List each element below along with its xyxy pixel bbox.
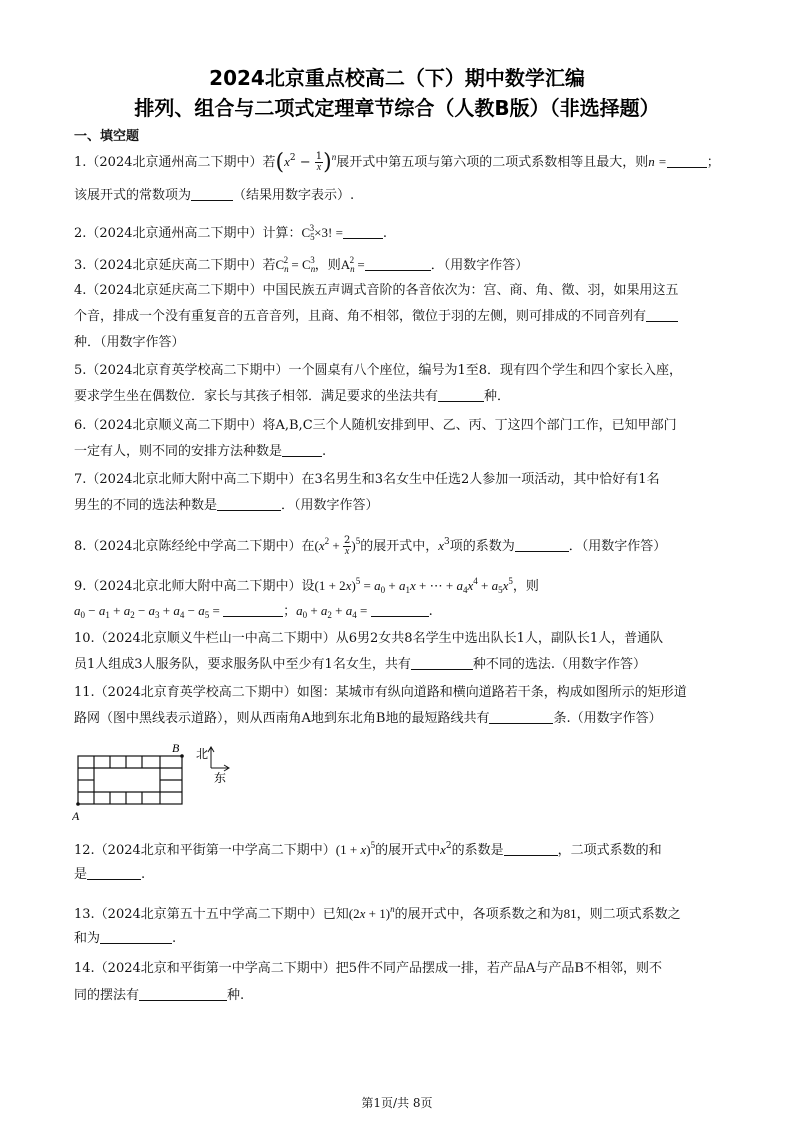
question-3: 3.（2024北京延庆高二下期中）若$C_n^2 = C_n^3$，则$A_n^2$ = ．（用数字作答） [74,255,529,274]
point-b [180,754,184,758]
answer-blank[interactable] [87,867,141,880]
question-6-line1: 6.（2024北京顺义高二下期中）将A,B,C三个人随机安排到甲、乙、丙、丁这四个部门工作，已知甲部门 [74,418,677,433]
question-9-line1: 9.（2024北京北师大附中高二下期中）设$(1 + 2x)^5 = a_0 + a_1x$ + ⋯ + $a_4x^4 + a_5x^5$，则 [74,576,539,595]
question-7-line2: 男生的不同的选法种数是 ．（用数字作答） [74,498,379,513]
question-1-line1: 1.（2024北京通州高二下期中）若($x^2$ − $\frac{1}{x}$ )$^n$展开式中第五项与第六项的二项式系数相等且最大，则n = ； [74,150,720,175]
question-1-line2: 该展开式的常数项为 （结果用数字表示）. [74,188,355,203]
label-a: A [72,809,80,823]
road-grid-diagram [72,740,242,824]
question-5-line1: 5.（2024北京育英学校高二下期中）一个圆桌有八个座位，编号为1至8．现有四个学生和四个家长入座， [74,363,683,378]
question-2: 2.（2024北京通州高二下期中）计算：$C_5^3\times 3$! = . [74,223,388,242]
question-12-line1: 12.（2024北京和平街第一中学高二下期中）$(1 + x)^5$的展开式中$x^2$的系数是 ，二项式系数的和 [74,840,662,858]
answer-blank[interactable] [217,498,281,511]
question-13-line1: 13.（2024北京第五十五中学高二下期中）已知$(2x + 1)^n$的展开式中，各项系数之和为81，则二项式系数之 [74,904,681,922]
question-12-line2: 是 . [74,867,146,882]
question-10-line2: 员1人组成3人服务队，要求服务队中至少有1名女生，共有 种不同的选法.（用数字作答） [74,657,646,672]
doc-title-line2: 排列、组合与二项式定理章节综合（人教B版）（非选择题） [134,96,660,120]
question-5-line2: 要求学生坐在偶数位．家长与其孩子相邻．满足要求的坐法共有 种． [74,389,511,404]
question-8: 8.（2024北京陈经纶中学高二下期中）在($x^2$ + $\frac{2}{x}$ )$^5$的展开式中，$x^3$项的系数为 ．（用数字作答） [74,535,667,557]
page-footer: 第1页/共 8页 [361,1096,433,1110]
question-4-line2: 个音，排成一个没有重复音的五音音列，且商、角不相邻，徵位于羽的左侧，则可排成的不同音列有 [74,308,678,326]
answer-blank[interactable] [223,604,283,617]
question-4-line1: 4.（2024北京延庆高二下期中）中国民族五声调式音阶的各音依次为：宫、商、角、徵、羽，如果用这五 [74,283,679,298]
answer-blank[interactable] [100,931,172,944]
answer-blank[interactable] [667,155,707,168]
svg-text:北: 北 [196,747,209,761]
label-b: B [172,741,180,755]
question-7-line1: 7.（2024北京北师大附中高二下期中）在3名男生和3名女生中任选2人参加一项活动，其中恰好有1名 [74,472,660,487]
question-13-line2: 和为 . [74,931,177,946]
question-14-line1: 14.（2024北京和平街第一中学高二下期中）把5件不同产品摆成一排，若产品A与产品B不相邻，则不 [74,961,662,976]
question-6-line2: 一定有人，则不同的安排方法种数是 . [74,444,327,459]
answer-blank[interactable] [411,657,473,670]
road-lines [78,756,182,804]
answer-blank[interactable] [504,843,558,856]
doc-title-line1: 2024北京重点校高二（下）期中数学汇编 [209,66,585,90]
question-4-line3: 种．（用数字作答） [74,335,185,350]
answer-blank[interactable] [646,309,678,322]
answer-blank[interactable] [139,988,227,1001]
question-10-line1: 10.（2024北京顺义牛栏山一中高二下期中）从6男2女共8名学生中选出队长1人，副队长1人，普通队 [74,631,664,646]
compass-icon [196,747,229,785]
question-11-line1: 11.（2024北京育英学校高二下期中）如图：某城市有纵向道路和横向道路若干条，构成如图所示的矩形道 [74,685,687,700]
answer-blank[interactable] [365,258,431,271]
question-14-line2: 同的摆法有 种. [74,988,245,1003]
answer-blank[interactable] [191,188,233,201]
point-a [76,802,80,806]
answer-blank[interactable] [343,226,383,239]
answer-blank[interactable] [515,539,569,552]
question-11-line2: 路网（图中黑线表示道路），则从西南角A地到东北角B地的最短路线共有 条.（用数字作答） [74,711,662,726]
svg-text:东: 东 [214,771,227,785]
section-heading: 一、填空题 [74,129,140,144]
answer-blank[interactable] [282,444,322,457]
answer-blank[interactable] [371,604,429,617]
question-9-line2: $a_0 - a_1 + a_2 - a_3 + a_4 - a_5$ = ；$a_0 + a_2 + a_4$ = . [74,603,433,620]
answer-blank[interactable] [489,711,553,724]
answer-blank[interactable] [438,389,484,402]
